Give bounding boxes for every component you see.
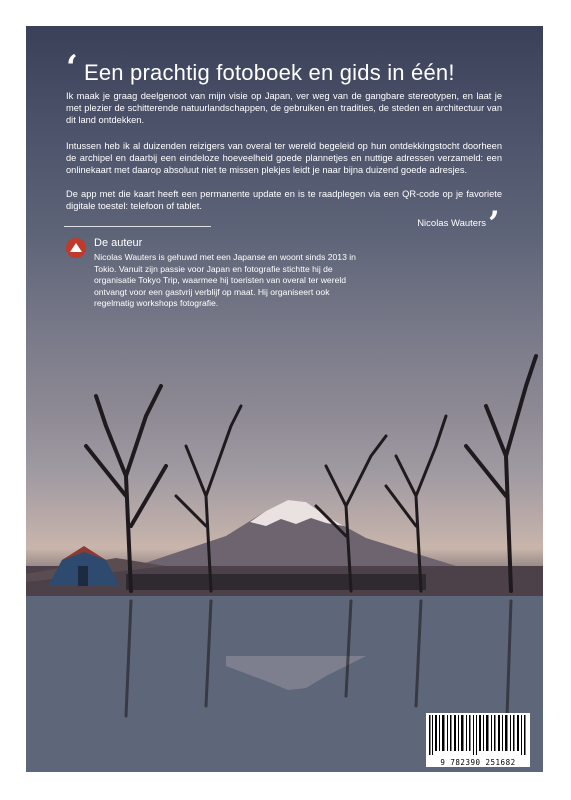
- mountain-snow: [250, 500, 344, 526]
- headline: Een prachtig fotoboek en gids in één!: [84, 60, 455, 85]
- intro-paragraph-3: De app met die kaart heeft een permanente update en is te raadplegen via een QR-code op je favoriete digitale toestel: telefoon of tablet.: [66, 189, 502, 211]
- barcode-bars: [426, 713, 530, 755]
- back-cover: [26, 26, 543, 772]
- landscape-photo: [26, 26, 543, 772]
- signature: Nicolas Wauters: [417, 218, 486, 229]
- barcode-number: 9 782390 251682: [440, 758, 516, 767]
- open-quote-icon: ‘: [66, 48, 78, 88]
- close-quote-icon: ’: [488, 204, 500, 244]
- divider: [64, 226, 211, 227]
- intro-paragraph-2: Intussen heb ik al duizenden reizigers van overal ter wereld begeleid op hun ontdekkingstocht doorheen de archipel en daarbij een eindeloze hoeveelheid goede plannetjes en nuttige adressen verzameld: een onlinekaart met daarop absoluut niet te missen plekjes leidt je naar bijna duizend goede adresjes.: [66, 141, 502, 175]
- barcode: [426, 713, 530, 767]
- author-bio: Nicolas Wauters is gehuwd met een Japanse en woont sinds 2013 in Tokio. Vanuit zijn passie voor Japan en fotografie stichtte hij de organisatie Tokyo Trip, waarmee hij toeristen van overal ter wereld ontvangt voor een gastvrij verblijf op maat. Hij organiseert ook regelmatig workshops fotografie.: [94, 252, 356, 309]
- author-title: De auteur: [94, 237, 143, 249]
- mountain-logo-icon: [66, 238, 86, 258]
- intro-paragraph-1: Ik maak je graag deelgenoot van mijn visie op Japan, ver weg van de gangbare stereotypen, en laat je met plezier de schitterende natuurlandschappen, de gebruiken en tradities, de steden en architectuur van dit land ontdekken.: [66, 91, 502, 125]
